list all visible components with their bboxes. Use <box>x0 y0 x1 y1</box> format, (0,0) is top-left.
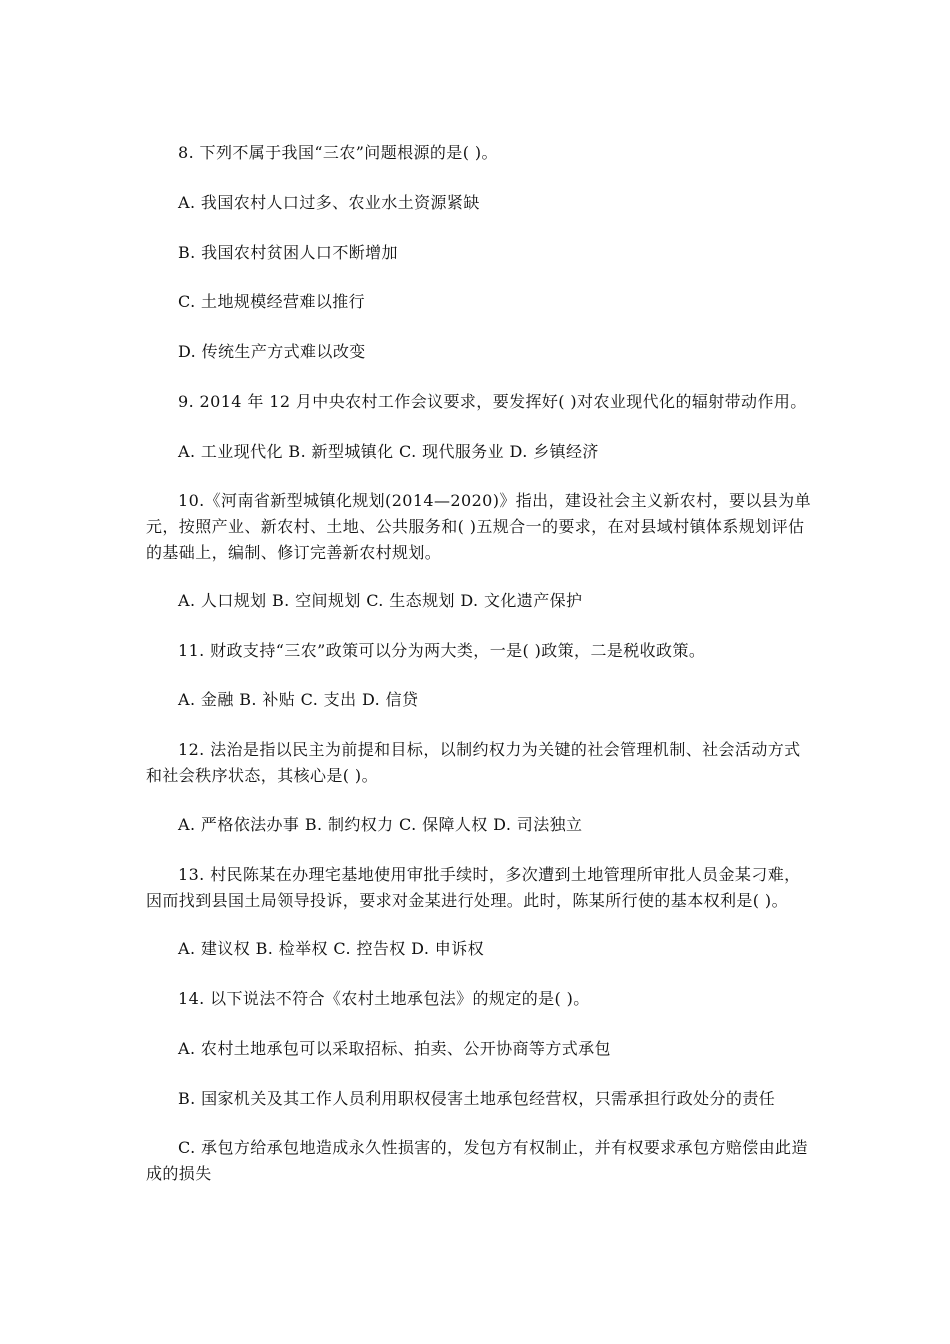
question-10-options: A. 人口规划 B. 空间规划 C. 生态规划 D. 文化遗产保护 <box>178 591 583 610</box>
question-8-option-d: D. 传统生产方式难以改变 <box>178 342 366 361</box>
question-10: 10.《河南省新型城镇化规划(2014—2020)》指出，建设社会主义新农村，要以县为单元，按照产业、新农村、土地、公共服务和( )五规合一的要求，在对县域村镇体系规划评估的基础上，编制、修订完善新农村规划。 <box>146 491 811 562</box>
question-12: 12. 法治是指以民主为前提和目标，以制约权力为关键的社会管理机制、社会活动方式和社会秩序状态，其核心是( )。 <box>146 740 801 785</box>
question-14: 14. 以下说法不符合《农村土地承包法》的规定的是( )。 <box>178 989 590 1008</box>
question-11-options: A. 金融 B. 补贴 C. 支出 D. 信贷 <box>178 690 419 709</box>
question-8-option-b: B. 我国农村贫困人口不断增加 <box>178 243 398 262</box>
question-12-options: A. 严格依法办事 B. 制约权力 C. 保障人权 D. 司法独立 <box>178 815 583 834</box>
question-14-option-a: A. 农村土地承包可以采取招标、拍卖、公开协商等方式承包 <box>178 1039 611 1058</box>
question-8-option-c: C. 土地规模经营难以推行 <box>178 292 366 311</box>
question-14-option-b: B. 国家机关及其工作人员利用职权侵害土地承包经营权，只需承担行政处分的责任 <box>178 1089 776 1108</box>
question-8-option-a: A. 我国农村人口过多、农业水土资源紧缺 <box>178 193 480 212</box>
question-9: 9. 2014 年 12 月中央农村工作会议要求，要发挥好( )对农业现代化的辐射带动作用。 <box>178 392 807 411</box>
question-8: 8. 下列不属于我国“三农”问题根源的是( )。 <box>178 143 498 162</box>
question-13-options: A. 建议权 B. 检举权 C. 控告权 D. 申诉权 <box>178 939 484 958</box>
question-9-options: A. 工业现代化 B. 新型城镇化 C. 现代服务业 D. 乡镇经济 <box>178 442 599 461</box>
question-11: 11. 财政支持“三农”政策可以分为两大类，一是( )政策，二是税收政策。 <box>178 641 706 660</box>
question-13: 13. 村民陈某在办理宅基地使用审批手续时，多次遭到土地管理所审批人员金某刁难，因而找到县国土局领导投诉，要求对金某进行处理。此时，陈某所行使的基本权利是( )。 <box>146 865 801 910</box>
question-14-option-c: C. 承包方给承包地造成永久性损害的，发包方有权制止，并有权要求承包方赔偿由此造成的损失 <box>146 1138 808 1183</box>
